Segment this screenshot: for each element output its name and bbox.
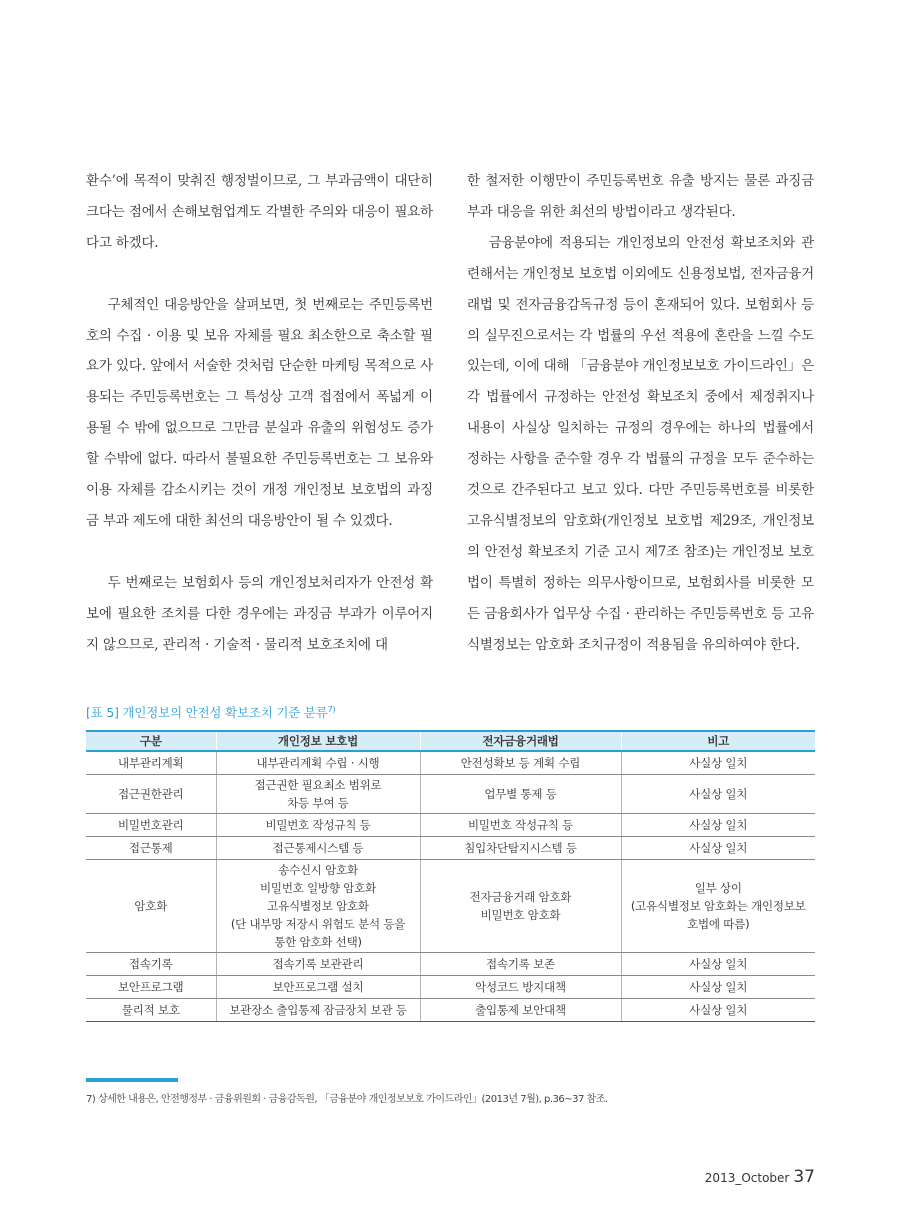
right-paragraph-2: 금융분야에 적용되는 개인정보의 안전성 확보조치와 관련해서는 개인정보 보호법 이외에도 신용정보법, 전자금융거래법 및 전자금융감독규정 등이 혼재되어 있다. 보험회사 등의 실무진으로서는 각 법률의 우선 적용에 혼란을 느낄 수도 있는데, 이에 대해 「금융분야 개인정보보호 가이드라인」은 각 법률에서 규정하는 안전성 확보조치 중에서 제정취지나 내용이 사실상 일치하는 규정의 경우에는 하나의 법률에서 정하는 사항을 준수할 경우 각 법률의 규정을 모두 준수하는 것으로 간주된다고 보고 있다. 다만 주민등록번호를 비롯한 고유식별정보의 암호화(개인정보 보호법 제29조, 개인정보의 안전성 확보조치 기준 고시 제7조 참조)는 개인정보 보호법이 특별히 정하는 의무사항이므로, 보험회사를 비롯한 모든 금융회사가 업무상 수집 · 관리하는 주민등록번호 등 고유식별정보는 암호화 조치규정이 적용됨을 유의하여야 한다. [467, 234, 814, 653]
cell-line: 통한 암호화 선택) [274, 935, 362, 949]
table-caption-text: [표 5] 개인정보의 안전성 확보조치 기준 분류 [86, 705, 328, 720]
cell-category: 접근권한관리 [86, 775, 216, 814]
cell-remarks: 사실상 일치 [621, 775, 815, 814]
table-body [86, 751, 815, 1022]
cell-remarks: 사실상 일치 [621, 976, 815, 999]
cell-line: 일부 상이 [694, 881, 742, 895]
table-row [86, 814, 815, 837]
page-number: 37 [793, 1167, 815, 1187]
cell-privacy-act: 보안프로그램 설치 [216, 976, 420, 999]
table-caption-note: 7) [327, 704, 336, 714]
cell-line: 접근권한 필요최소 범위로 [254, 778, 382, 792]
footnote: 7) 상세한 내용은, 안전행정부 · 금융위원회 · 금융감독원, 「금융분야 개인정보보호 가이드라인」(2013년 7월), p.36~37 참조. [86, 1094, 608, 1105]
table-row [86, 999, 815, 1022]
cell-privacy-act [216, 860, 420, 953]
cell-remarks: 사실상 일치 [621, 999, 815, 1022]
cell-e-finance-act: 출입통제 보안대책 [420, 999, 621, 1022]
table-row [86, 860, 815, 953]
cell-category: 내부관리계획 [86, 751, 216, 775]
table-row [86, 953, 815, 976]
left-column [86, 166, 433, 660]
header-e-finance-act: 전자금융거래법 [420, 731, 621, 751]
cell-privacy-act [216, 775, 420, 814]
right-paragraph-1: 한 철저한 이행만이 주민등록번호 유출 방지는 물론 과징금 부과 대응을 위한 최선의 방법이라고 생각된다. [467, 173, 814, 220]
cell-e-finance-act: 업무별 통제 등 [420, 775, 621, 814]
cell-category: 물리적 보호 [86, 999, 216, 1022]
cell-privacy-act: 보관장소 출입통제 잠금장치 보관 등 [216, 999, 420, 1022]
cell-remarks: 사실상 일치 [621, 837, 815, 860]
cell-category: 보안프로그램 [86, 976, 216, 999]
cell-privacy-act: 내부관리계획 수립 · 시행 [216, 751, 420, 775]
header-remarks: 비고 [621, 731, 815, 751]
table-row [86, 976, 815, 999]
cell-line: 비밀번호 일방향 암호화 [260, 881, 376, 895]
cell-e-finance-act: 악성코드 방지대책 [420, 976, 621, 999]
cell-line: (고유식별정보 암호화는 개인정보보 [630, 899, 806, 913]
left-paragraph-2: 구체적인 대응방안을 살펴보면, 첫 번째로는 주민등록번호의 수집 · 이용 및 보유 자체를 필요 최소한으로 축소할 필요가 있다. 앞에서 서술한 것처럼 단순한 마케팅 목적으로 사용되는 주민등록번호는 그 특성상 고객 접점에서 폭넓게 이용될 수 밖에 없으므로 그만큼 분실과 유출의 위험성도 증가할 수밖에 없다. 따라서 불필요한 주민등록번호는 그 보유와 이용 자체를 감소시키는 것이 개정 개인정보 보호법의 과징금 부과 제도에 대한 최선의 대응방안이 될 수 있겠다. [86, 296, 433, 529]
cell-category: 접근통제 [86, 837, 216, 860]
cell-line: 송수신시 암호화 [278, 863, 358, 877]
left-paragraph-3: 두 번째로는 보험회사 등의 개인정보처리자가 안전성 확보에 필요한 조치를 다한 경우에는 과징금 부과가 이루어지지 않으므로, 관리적 · 기술적 · 물리적 보호조치에 대 [86, 574, 433, 653]
right-column [467, 166, 814, 661]
table-row [86, 775, 815, 814]
cell-remarks: 사실상 일치 [621, 751, 815, 775]
table-header-row [86, 731, 815, 751]
cell-privacy-act: 접근통제시스템 등 [216, 837, 420, 860]
footnote-divider [86, 1078, 178, 1082]
cell-line: 전자금융거래 암호화 [469, 890, 572, 904]
table-caption [86, 703, 335, 721]
safety-measures-table [86, 730, 815, 1022]
cell-e-finance-act: 비밀번호 작성규칙 등 [420, 814, 621, 837]
cell-e-finance-act: 접속기록 보존 [420, 953, 621, 976]
cell-line: 비밀번호 암호화 [480, 908, 561, 922]
cell-e-finance-act: 침입차단탐지시스템 등 [420, 837, 621, 860]
page-footer [705, 1167, 815, 1187]
cell-privacy-act: 접속기록 보관관리 [216, 953, 420, 976]
cell-line: 호법에 따름) [687, 917, 750, 931]
cell-line: (단 내부망 저장시 위험도 분석 등을 [230, 917, 406, 931]
header-category: 구분 [86, 731, 216, 751]
cell-category: 비밀번호관리 [86, 814, 216, 837]
cell-line: 고유식별정보 암호화 [267, 899, 369, 913]
header-privacy-act: 개인정보 보호법 [216, 731, 420, 751]
table-row [86, 837, 815, 860]
table-row [86, 751, 815, 775]
left-paragraph-1: 환수’에 목적이 맞춰진 행정벌이므로, 그 부과금액이 대단히 크다는 점에서 손해보험업계도 각별한 주의와 대응이 필요하다고 하겠다. [86, 173, 433, 251]
cell-category: 접속기록 [86, 953, 216, 976]
cell-e-finance-act [420, 860, 621, 953]
cell-e-finance-act: 안전성확보 등 계획 수립 [420, 751, 621, 775]
cell-category: 암호화 [86, 860, 216, 953]
footer-issue: 2013_October [704, 1171, 790, 1185]
cell-privacy-act: 비밀번호 작성규칙 등 [216, 814, 420, 837]
cell-remarks [621, 860, 815, 953]
cell-remarks: 사실상 일치 [621, 953, 815, 976]
cell-line: 차등 부여 등 [287, 796, 349, 810]
cell-remarks: 사실상 일치 [621, 814, 815, 837]
